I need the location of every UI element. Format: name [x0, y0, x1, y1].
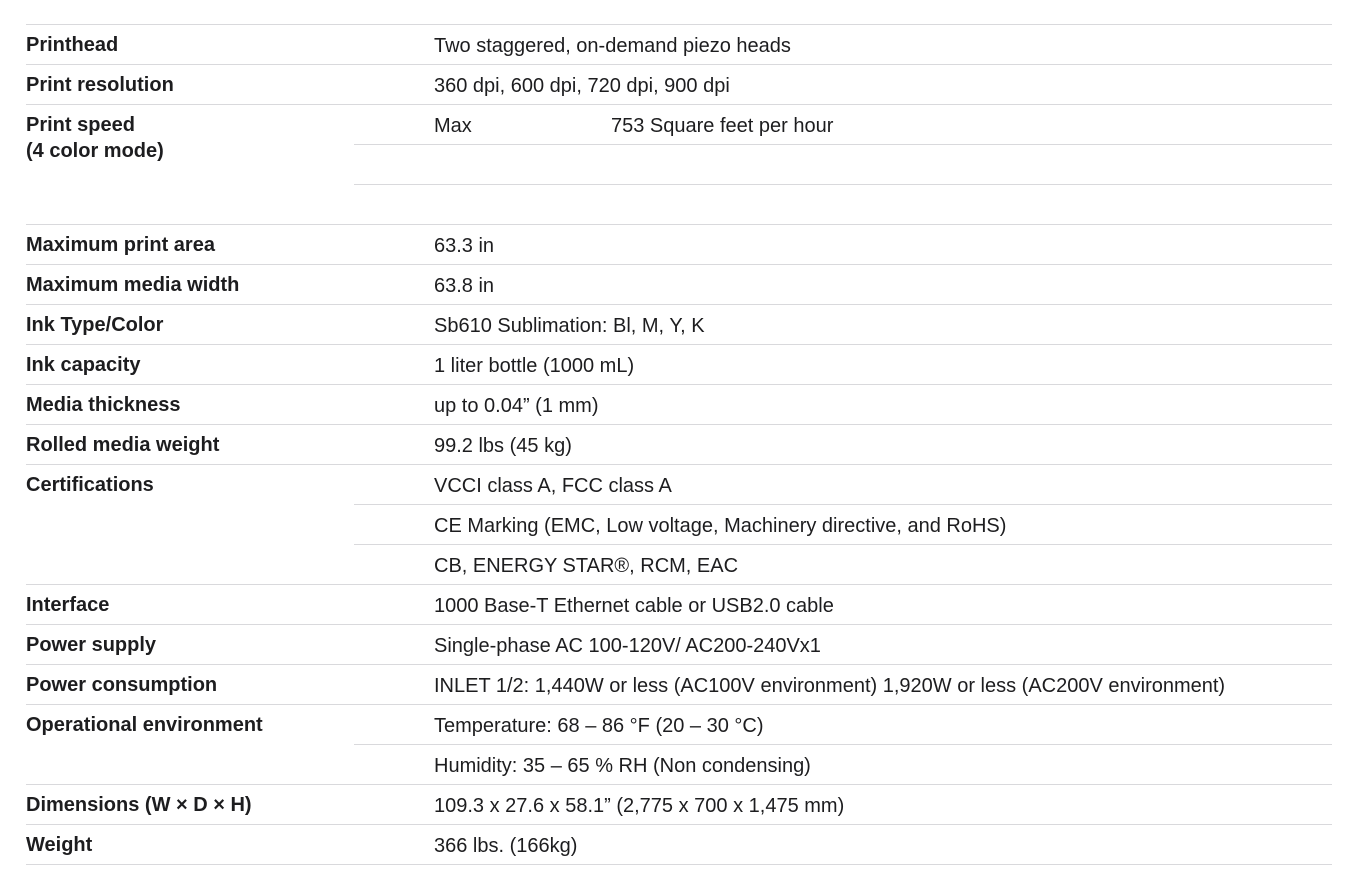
spec-label-power-consumption: Power consumption [26, 674, 218, 696]
spec-label-rolled-media-weight: Rolled media weight [26, 434, 220, 456]
spec-value-dimensions: 109.3 x 27.6 x 58.1” (2,775 x 700 x 1,475 mm) [434, 795, 845, 817]
spec-value-interface: 1000 Base-T Ethernet cable or USB2.0 cable [434, 595, 834, 617]
spec-label-power-supply: Power supply [26, 634, 157, 656]
spec-label-ink-capacity: Ink capacity [26, 354, 141, 376]
spec-label-maximum-media-width: Maximum media width [26, 274, 240, 296]
sub-row-divider [354, 504, 1332, 505]
spec-sublabel-max: Max [434, 115, 472, 137]
spec-label-print-speed-mode: (4 color mode) [26, 140, 164, 162]
spec-value-certifications-2: CE Marking (EMC, Low voltage, Machinery directive, and RoHS) [434, 515, 1007, 537]
spec-value-print-resolution: 360 dpi, 600 dpi, 720 dpi, 900 dpi [434, 75, 730, 97]
spec-value-ink-capacity: 1 liter bottle (1000 mL) [434, 355, 635, 377]
spec-value-printhead: Two staggered, on-demand piezo heads [434, 35, 791, 57]
row-divider [26, 584, 1332, 585]
spec-value-temperature: Temperature: 68 – 86 °F (20 – 30 °C) [434, 715, 764, 737]
spec-value-rolled-media-weight: 99.2 lbs (45 kg) [434, 435, 572, 457]
spec-label-operational-environment: Operational environment [26, 714, 263, 736]
spec-value-maximum-print-area: 63.3 in [434, 235, 495, 257]
row-divider [26, 24, 1332, 25]
spec-label-media-thickness: Media thickness [26, 394, 181, 416]
spec-value-certifications-1: VCCI class A, FCC class A [434, 475, 672, 497]
row-divider [26, 864, 1332, 865]
spec-label-print-resolution: Print resolution [26, 74, 174, 96]
spec-value-ink-type: Sb610 Sublimation: Bl, M, Y, K [434, 315, 705, 337]
spec-value-maximum-media-width: 63.8 in [434, 275, 495, 297]
spec-value-power-consumption: INLET 1/2: 1,440W or less (AC100V environment) 1,920W or less (AC200V environment) [434, 675, 1226, 697]
row-divider [26, 384, 1332, 385]
spec-label-interface: Interface [26, 594, 110, 616]
row-divider [26, 624, 1332, 625]
spec-value-print-speed: 753 Square feet per hour [611, 115, 834, 137]
spec-label-print-speed: Print speed [26, 114, 135, 136]
row-divider [26, 64, 1332, 65]
row-divider [26, 304, 1332, 305]
row-divider [26, 224, 1332, 225]
spec-label-dimensions: Dimensions (W × D × H) [26, 794, 252, 816]
spec-label-weight: Weight [26, 834, 93, 856]
row-divider [26, 784, 1332, 785]
row-divider [26, 464, 1332, 465]
sub-row-divider [354, 544, 1332, 545]
spec-value-humidity: Humidity: 35 – 65 % RH (Non condensing) [434, 755, 811, 777]
spec-value-power-supply: Single-phase AC 100-120V/ AC200-240Vx1 [434, 635, 821, 657]
row-divider [26, 424, 1332, 425]
spec-label-printhead: Printhead [26, 34, 119, 56]
row-divider [26, 664, 1332, 665]
sub-row-divider [354, 144, 1332, 145]
spec-label-certifications: Certifications [26, 474, 154, 496]
spec-value-weight: 366 lbs. (166kg) [434, 835, 578, 857]
spec-value-media-thickness: up to 0.04” (1 mm) [434, 395, 599, 417]
spec-value-certifications-3: CB, ENERGY STAR®, RCM, EAC [434, 555, 739, 577]
row-divider [26, 344, 1332, 345]
spec-label-ink-type: Ink Type/Color [26, 314, 164, 336]
row-divider [26, 704, 1332, 705]
row-divider [26, 264, 1332, 265]
sub-row-divider [354, 744, 1332, 745]
sub-row-divider [354, 184, 1332, 185]
spec-label-maximum-print-area: Maximum print area [26, 234, 215, 256]
row-divider [26, 104, 1332, 105]
row-divider [26, 824, 1332, 825]
